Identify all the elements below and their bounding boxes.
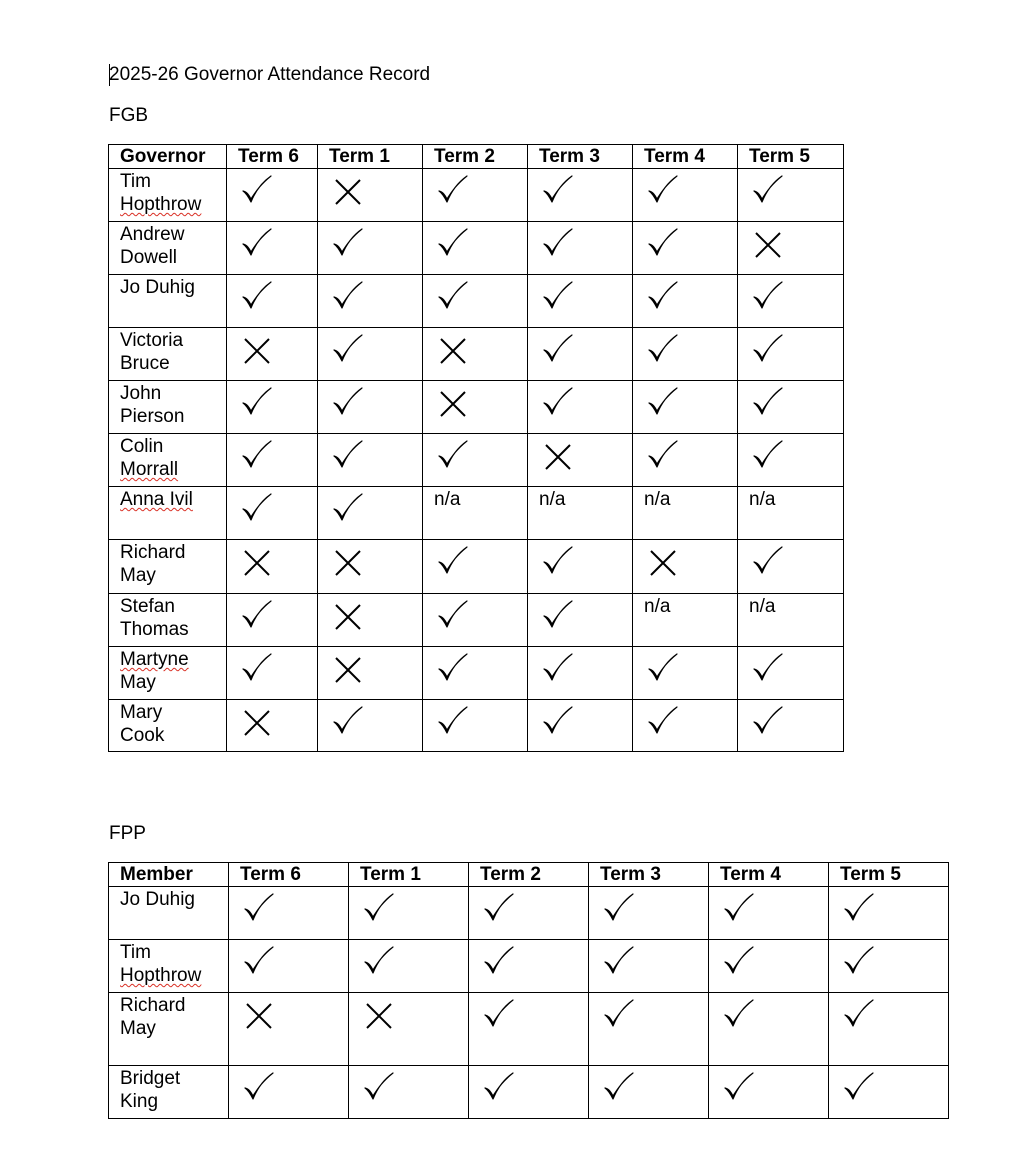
check-mark-icon	[541, 227, 575, 261]
attendance-cell	[423, 434, 528, 487]
check-mark-icon	[751, 333, 785, 367]
check-mark-icon	[240, 280, 274, 314]
attendance-cell	[229, 993, 349, 1066]
check-mark-icon	[240, 439, 274, 473]
check-mark-icon	[751, 705, 785, 739]
attendance-cell	[423, 594, 528, 647]
check-mark-icon	[541, 705, 575, 739]
column-header-term: Term 4	[709, 863, 829, 887]
attendance-cell	[528, 381, 633, 434]
check-mark-icon	[331, 492, 365, 526]
attendance-cell	[423, 540, 528, 594]
member-name-cell	[109, 381, 227, 434]
member-name-cell	[109, 1066, 229, 1119]
attendance-cell	[829, 1066, 949, 1119]
attendance-cell	[423, 700, 528, 752]
check-mark-icon	[331, 227, 365, 261]
attendance-cell	[738, 275, 844, 328]
check-mark-icon	[842, 892, 876, 926]
attendance-cell	[738, 222, 844, 275]
cross-mark-icon	[331, 599, 365, 633]
attendance-cell	[633, 381, 738, 434]
check-mark-icon	[842, 1071, 876, 1105]
attendance-cell	[423, 169, 528, 222]
attendance-cell	[633, 540, 738, 594]
attendance-cell	[633, 647, 738, 700]
attendance-cell	[738, 594, 844, 647]
member-name-first: Tim	[120, 171, 151, 192]
attendance-cell	[829, 940, 949, 993]
attendance-cell	[318, 647, 423, 700]
attendance-cell	[633, 700, 738, 752]
attendance-cell	[469, 887, 589, 940]
check-mark-icon	[331, 333, 365, 367]
member-name-first: Victoria	[120, 330, 184, 351]
fgb-section-label: FGB	[109, 105, 149, 126]
member-name-first: Bridget	[120, 1068, 181, 1089]
check-mark-icon	[541, 545, 575, 579]
member-name-first: Richard	[120, 542, 186, 563]
attendance-cell	[349, 993, 469, 1066]
member-name-cell	[109, 540, 227, 594]
check-mark-icon	[240, 174, 274, 208]
check-mark-icon	[842, 945, 876, 979]
check-mark-icon	[436, 705, 470, 739]
attendance-cell	[528, 487, 633, 540]
member-name-cell	[109, 887, 229, 940]
check-mark-icon	[436, 174, 470, 208]
check-mark-icon	[751, 386, 785, 420]
attendance-cell	[589, 993, 709, 1066]
column-header-term: Term 2	[469, 863, 589, 887]
attendance-cell	[349, 1066, 469, 1119]
attendance-cell	[227, 540, 318, 594]
attendance-cell	[633, 594, 738, 647]
cross-mark-icon	[331, 545, 365, 579]
attendance-cell	[738, 700, 844, 752]
attendance-cell	[738, 647, 844, 700]
column-header-term: Term 2	[423, 145, 528, 169]
check-mark-icon	[541, 174, 575, 208]
attendance-cell	[738, 434, 844, 487]
member-name-second: Pierson	[120, 406, 185, 427]
check-mark-icon	[646, 705, 680, 739]
check-mark-icon	[646, 227, 680, 261]
member-name-first: Stefan	[120, 596, 175, 617]
attendance-cell	[423, 381, 528, 434]
check-mark-icon	[482, 945, 516, 979]
cross-mark-icon	[331, 652, 365, 686]
attendance-cell	[318, 700, 423, 752]
check-mark-icon	[482, 998, 516, 1032]
attendance-cell	[229, 940, 349, 993]
check-mark-icon	[602, 1071, 636, 1105]
table-row	[109, 993, 949, 1066]
member-name-second: Hopthrow	[120, 194, 202, 215]
attendance-cell	[318, 222, 423, 275]
attendance-cell	[633, 222, 738, 275]
cross-mark-icon	[240, 333, 274, 367]
check-mark-icon	[240, 492, 274, 526]
attendance-cell	[589, 1066, 709, 1119]
check-mark-icon	[751, 545, 785, 579]
attendance-cell	[589, 940, 709, 993]
attendance-cell	[738, 169, 844, 222]
check-mark-icon	[242, 1071, 276, 1105]
attendance-cell	[318, 540, 423, 594]
check-mark-icon	[722, 998, 756, 1032]
not-applicable-text: n/a	[539, 489, 566, 510]
member-name-first: John	[120, 383, 162, 404]
attendance-cell	[318, 328, 423, 381]
table-row	[109, 487, 844, 540]
member-name-first: Martyne	[120, 649, 189, 670]
not-applicable-text: n/a	[644, 596, 671, 617]
attendance-cell	[227, 594, 318, 647]
check-mark-icon	[646, 386, 680, 420]
member-name-first: Andrew	[120, 224, 185, 245]
check-mark-icon	[541, 333, 575, 367]
check-mark-icon	[541, 652, 575, 686]
attendance-cell	[709, 993, 829, 1066]
member-name-cell	[109, 222, 227, 275]
table-row	[109, 594, 844, 647]
attendance-cell	[528, 434, 633, 487]
member-name-cell	[109, 487, 227, 540]
attendance-cell	[633, 169, 738, 222]
attendance-cell	[528, 222, 633, 275]
attendance-cell	[738, 328, 844, 381]
attendance-cell	[829, 887, 949, 940]
table-row	[109, 887, 949, 940]
member-name-first: Anna Ivil	[120, 489, 193, 510]
attendance-cell	[528, 275, 633, 328]
table-row	[109, 222, 844, 275]
member-name-second: Cook	[120, 725, 165, 746]
check-mark-icon	[751, 174, 785, 208]
attendance-cell	[469, 993, 589, 1066]
check-mark-icon	[842, 998, 876, 1032]
attendance-cell	[709, 1066, 829, 1119]
attendance-cell	[633, 275, 738, 328]
cross-mark-icon	[541, 439, 575, 473]
column-header-term: Term 3	[589, 863, 709, 887]
column-header-term: Term 1	[318, 145, 423, 169]
attendance-cell	[528, 328, 633, 381]
attendance-cell	[229, 1066, 349, 1119]
attendance-cell	[318, 594, 423, 647]
column-header-name: Governor	[109, 145, 227, 169]
cross-mark-icon	[240, 545, 274, 579]
cross-mark-icon	[436, 386, 470, 420]
attendance-cell	[318, 487, 423, 540]
attendance-cell	[423, 487, 528, 540]
check-mark-icon	[240, 652, 274, 686]
check-mark-icon	[362, 1071, 396, 1105]
attendance-cell	[318, 434, 423, 487]
fpp-section-label: FPP	[109, 823, 146, 844]
member-name-first: Mary	[120, 702, 163, 723]
check-mark-icon	[646, 174, 680, 208]
check-mark-icon	[541, 386, 575, 420]
member-name-second: May	[120, 565, 156, 586]
table-header-row	[109, 863, 949, 887]
check-mark-icon	[436, 439, 470, 473]
table-row	[109, 328, 844, 381]
not-applicable-text: n/a	[644, 489, 671, 510]
not-applicable-text: n/a	[749, 596, 776, 617]
attendance-cell	[423, 222, 528, 275]
column-header-term: Term 4	[633, 145, 738, 169]
member-name-first: Colin	[120, 436, 164, 457]
attendance-cell	[709, 887, 829, 940]
member-name-cell	[109, 169, 227, 222]
member-name-second: Hopthrow	[120, 965, 202, 986]
check-mark-icon	[602, 892, 636, 926]
check-mark-icon	[751, 652, 785, 686]
member-name-second: May	[120, 672, 156, 693]
check-mark-icon	[646, 333, 680, 367]
table-row	[109, 940, 949, 993]
attendance-cell	[633, 328, 738, 381]
check-mark-icon	[436, 599, 470, 633]
table-header-row	[109, 145, 844, 169]
member-name-cell	[109, 647, 227, 700]
attendance-cell	[633, 434, 738, 487]
check-mark-icon	[242, 892, 276, 926]
column-header-term: Term 5	[829, 863, 949, 887]
attendance-cell	[589, 887, 709, 940]
cross-mark-icon	[240, 705, 274, 739]
table-row	[109, 434, 844, 487]
cross-mark-icon	[436, 333, 470, 367]
attendance-cell	[349, 887, 469, 940]
check-mark-icon	[751, 280, 785, 314]
fgb-attendance-table	[108, 144, 844, 752]
check-mark-icon	[482, 1071, 516, 1105]
check-mark-icon	[240, 386, 274, 420]
member-name-cell	[109, 275, 227, 328]
attendance-cell	[423, 647, 528, 700]
check-mark-icon	[436, 652, 470, 686]
check-mark-icon	[436, 227, 470, 261]
not-applicable-text: n/a	[749, 489, 776, 510]
attendance-cell	[469, 940, 589, 993]
check-mark-icon	[751, 439, 785, 473]
attendance-cell	[318, 275, 423, 328]
column-header-term: Term 3	[528, 145, 633, 169]
cross-mark-icon	[242, 998, 276, 1032]
attendance-cell	[349, 940, 469, 993]
attendance-cell	[227, 700, 318, 752]
attendance-cell	[227, 169, 318, 222]
table-row	[109, 700, 844, 752]
member-name-cell	[109, 434, 227, 487]
member-name-second: May	[120, 1018, 156, 1039]
document-title: 2025-26 Governor Attendance Record	[109, 64, 431, 85]
check-mark-icon	[541, 280, 575, 314]
attendance-cell	[227, 275, 318, 328]
check-mark-icon	[602, 945, 636, 979]
attendance-cell	[423, 275, 528, 328]
column-header-term: Term 1	[349, 863, 469, 887]
member-name-cell	[109, 940, 229, 993]
member-name-first: Richard	[120, 995, 186, 1016]
check-mark-icon	[722, 945, 756, 979]
column-header-term: Term 6	[229, 863, 349, 887]
cross-mark-icon	[362, 998, 396, 1032]
check-mark-icon	[331, 280, 365, 314]
check-mark-icon	[436, 280, 470, 314]
check-mark-icon	[482, 892, 516, 926]
attendance-cell	[709, 940, 829, 993]
check-mark-icon	[541, 599, 575, 633]
member-name-second: Morrall	[120, 459, 179, 480]
attendance-cell	[528, 540, 633, 594]
check-mark-icon	[331, 705, 365, 739]
column-header-name: Member	[109, 863, 229, 887]
check-mark-icon	[240, 599, 274, 633]
attendance-cell	[318, 381, 423, 434]
member-name-first: Jo Duhig	[120, 277, 195, 298]
check-mark-icon	[722, 892, 756, 926]
attendance-cell	[738, 487, 844, 540]
check-mark-icon	[242, 945, 276, 979]
attendance-cell	[227, 328, 318, 381]
member-name-first: Tim	[120, 942, 151, 963]
attendance-cell	[528, 700, 633, 752]
check-mark-icon	[646, 280, 680, 314]
member-name-cell	[109, 700, 227, 752]
check-mark-icon	[331, 439, 365, 473]
member-name-cell	[109, 993, 229, 1066]
table-row	[109, 1066, 949, 1119]
cross-mark-icon	[646, 545, 680, 579]
table-row	[109, 275, 844, 328]
check-mark-icon	[240, 227, 274, 261]
member-name-second: Thomas	[120, 619, 189, 640]
attendance-cell	[227, 381, 318, 434]
check-mark-icon	[331, 386, 365, 420]
attendance-cell	[227, 647, 318, 700]
table-row	[109, 381, 844, 434]
attendance-cell	[528, 647, 633, 700]
check-mark-icon	[646, 439, 680, 473]
check-mark-icon	[436, 545, 470, 579]
member-name-cell	[109, 594, 227, 647]
cross-mark-icon	[751, 227, 785, 261]
table-row	[109, 540, 844, 594]
check-mark-icon	[722, 1071, 756, 1105]
cross-mark-icon	[331, 174, 365, 208]
attendance-cell	[528, 594, 633, 647]
fpp-attendance-table	[108, 862, 949, 1119]
check-mark-icon	[646, 652, 680, 686]
attendance-cell	[633, 487, 738, 540]
member-name-second: Bruce	[120, 353, 170, 374]
column-header-term: Term 5	[738, 145, 844, 169]
check-mark-icon	[362, 892, 396, 926]
member-name-first: Jo Duhig	[120, 889, 195, 910]
column-header-term: Term 6	[227, 145, 318, 169]
attendance-cell	[829, 993, 949, 1066]
check-mark-icon	[602, 998, 636, 1032]
attendance-cell	[738, 540, 844, 594]
attendance-cell	[738, 381, 844, 434]
not-applicable-text: n/a	[434, 489, 461, 510]
member-name-second: King	[120, 1091, 159, 1112]
attendance-cell	[528, 169, 633, 222]
table-row	[109, 647, 844, 700]
attendance-cell	[469, 1066, 589, 1119]
attendance-cell	[227, 434, 318, 487]
attendance-cell	[318, 169, 423, 222]
member-name-cell	[109, 328, 227, 381]
attendance-cell	[423, 328, 528, 381]
check-mark-icon	[362, 945, 396, 979]
member-name-second: Dowell	[120, 247, 178, 268]
attendance-cell	[229, 887, 349, 940]
attendance-cell	[227, 487, 318, 540]
attendance-cell	[227, 222, 318, 275]
table-row	[109, 169, 844, 222]
